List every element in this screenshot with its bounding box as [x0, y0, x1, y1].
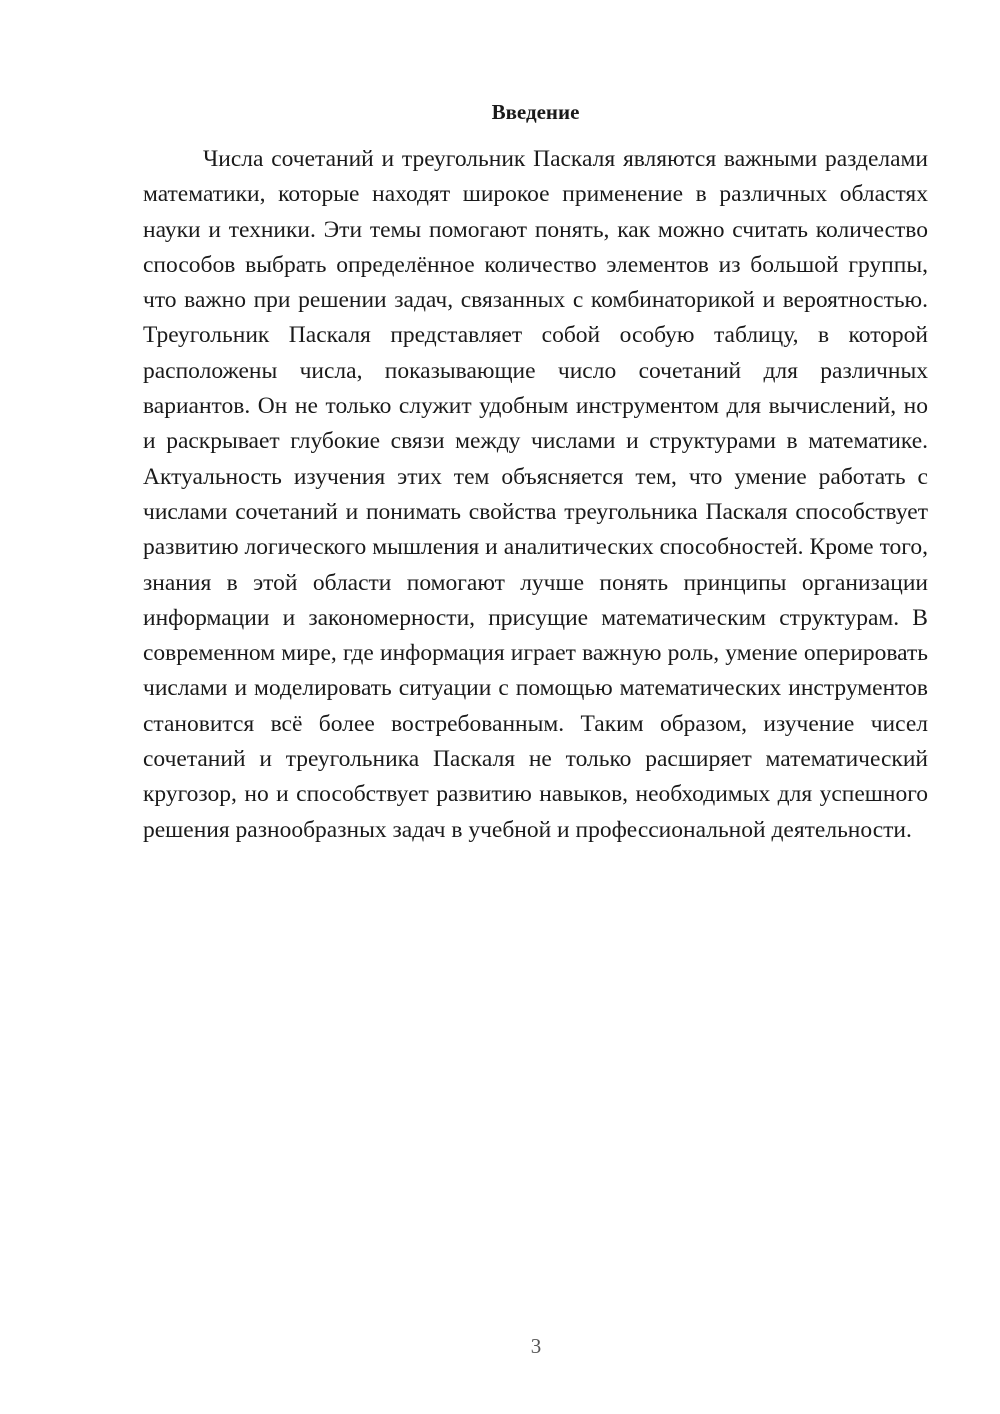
page-number: 3: [530, 1334, 542, 1358]
section-title: Введение: [491, 100, 580, 124]
intro-paragraph: Числа сочетаний и треугольник Паскаля являются важными разделами математики, которые находят широкое применение в различных областях науки и техники. Эти темы помогают понять, как можно считать количество способов выбрать определённое количество элементов из большой группы, что важно при решении задач, связанных с комбинаторикой и вероятностью. Треугольник Паскаля представляет собой особую таблицу, в которой расположены числа, показывающие число сочетаний для различных вариантов. Он не только служит удобным инструментом для вычислений, но и раскрывает глубокие связи между числами и структурами в математике. Актуальность изучения этих тем объясняется тем, что умение работать с числами сочетаний и понимать свойства треугольника Паскаля способствует развитию логического мышления и аналитических способностей. Кроме того, знания в этой области помогают лучше понять принципы организации информации и закономерности, присущие математическим структурам. В современном мире, где информация играет важную роль, умение оперировать числами и моделировать ситуации с помощью математических инструментов становится всё более востребованным. Таким образом, изучение чисел сочетаний и треугольника Паскаля не только расширяет математический кругозор, но и способствует развитию навыков, необходимых для успешного решения разнообразных задач в учебной и профессиональной деятельности.: [143, 146, 928, 843]
